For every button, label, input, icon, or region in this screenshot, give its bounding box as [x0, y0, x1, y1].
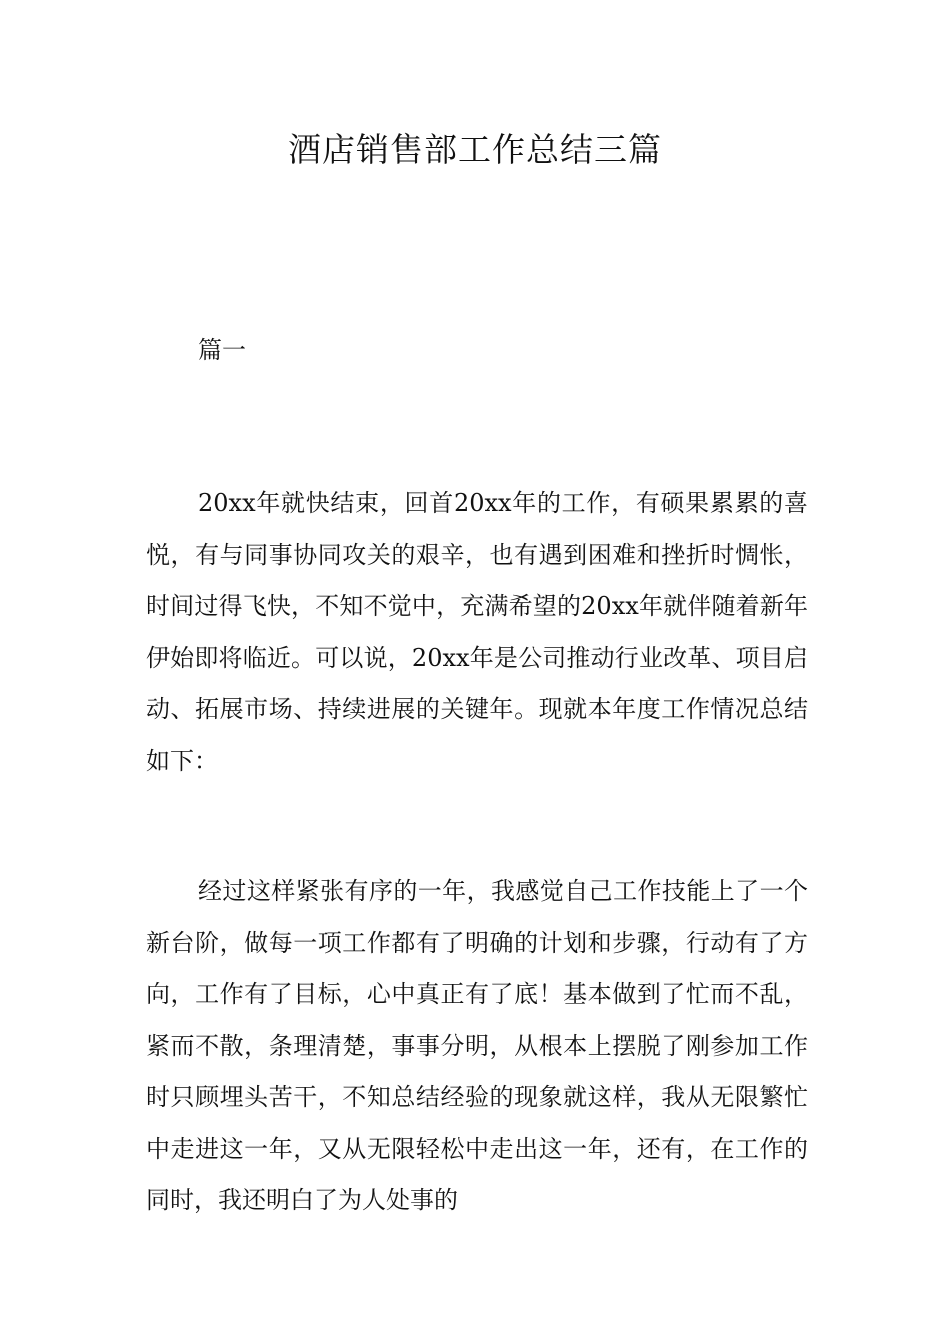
document-title: 酒店销售部工作总结三篇: [288, 130, 662, 169]
section-label: 篇一: [198, 336, 246, 364]
paragraph-1: 20xx年就快结束，回首20xx年的工作，有硕果累累的喜悦，有与同事协同攻关的艰辛，也有遇到困难和挫折时惆怅，时间过得飞快，不知不觉中，充满希望的20xx年就伴随着新年伊始即将临近。可以说，20xx年是公司推动行业改革、项目启动、拓展市场、持续进展的关键年。现就本年度工作情况总结如下：: [146, 489, 808, 775]
paragraph-2: 经过这样紧张有序的一年，我感觉自己工作技能上了一个新台阶，做每一项工作都有了明确的计划和步骤，行动有了方向，工作有了目标，心中真正有了底！基本做到了忙而不乱，紧而不散，条理清楚，事事分明，从根本上摆脱了刚参加工作时只顾埋头苦干，不知总结经验的现象就这样，我从无限繁忙中走进这一年，又从无限轻松中走出这一年，还有，在工作的同时，我还明白了为人处事的: [146, 877, 808, 1214]
